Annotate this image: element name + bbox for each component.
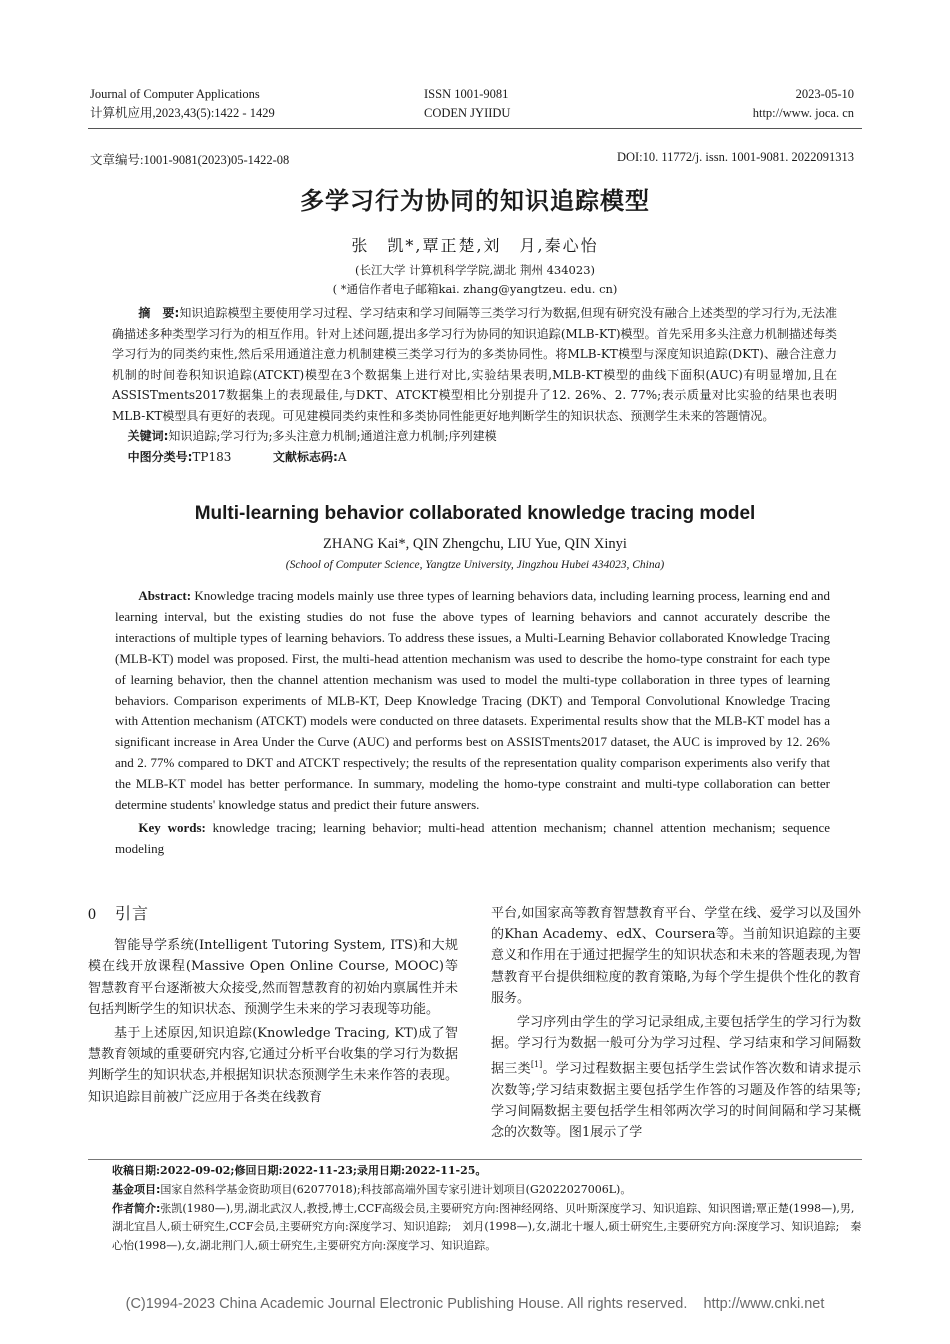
body-text: 学习序列由学生的学习记录组成,主要包括学生的学习行为数据。学习行为数据一般可分为学习过程、学习结束和学习间隔数据三类 [491, 1015, 861, 1077]
copyright-notice: (C)1994-2023 China Academic Journal Electronic Publishing House. All rights reserved. http://www.cnki.net [125, 1296, 825, 1312]
article-number: 文章编号:1001-9081(2023)05-1422-08 [90, 153, 290, 167]
doc-code-label: 文献标志码: [273, 449, 338, 464]
header-rule [88, 128, 862, 129]
keywords-cn-text: 知识追踪;学习行为;多头注意力机制;通道注意力机制;序列建模 [168, 429, 497, 443]
abstract-cn-label: 摘 要: [138, 306, 180, 320]
doi[interactable]: DOI:10. 11772/j. issn. 1001-9081. 2022091313 [616, 150, 854, 164]
footnote-bio-label: 作者简介: [112, 1201, 161, 1215]
body-text: 。学习过程数据主要包括学生尝试作答次数和请求提示次数等;学习结束数据主要包括学生作答的习题及作答的结果等;学习间隔数据主要包括学生相邻两次学习的时间间隔和学习某概念的次数等。图1展示了学 [491, 1061, 861, 1141]
corresponding-email-cn: ( *通信作者电子邮箱kai. zhang@yangtzeu. edu. cn) [332, 282, 618, 296]
title-cn: 多学习行为协同的知识追踪模型 [300, 187, 650, 215]
journal-name-en: Journal of Computer Applications [90, 87, 260, 101]
abstract-en [115, 586, 830, 860]
footnote-bio [112, 1200, 862, 1256]
keywords-en-text: knowledge tracing; learning behavior; multi-head attention mechanism; channel attention mechanism; sequence modeling [115, 819, 830, 856]
title-en: Multi-learning behavior collaborated knowledge tracing model [194, 503, 756, 524]
authors-en: ZHANG Kai*, QIN Zhengchu, LIU Yue, QIN Xinyi [323, 536, 627, 552]
keywords-en-label: Key words: [138, 819, 206, 835]
abstract-en-text: Knowledge tracing models mainly use three types of learning behaviors data, including learning process, learning end and learning interval, but the existing studies do not fuse the above types of learning behaviors and cannot accurately describe the interactions of multiple types of learning behaviors. To address these issues, a Multi-Learning Behavior collaborated Knowledge Tracing (MLB-KT) model was proposed. First, the multi-head attention mechanism was used to describe the homo-type constraint for each type of learning behavior, then the channel attention mechanism was used to model the multi-type collaboration in three types of learning behaviors. Comparison experiments of MLB-KT, Deep Knowledge Tracing (DKT) and Temporal Convolutional Knowledge Tracing with Attention mechanism (ATCKT) models were conducted on three datasets. Experimental results show that the MLB-KT model has a significant increase in Area Under the Curve (AUC) and performs best on ASSISTments2017 dataset, the AUC is improved by 12. 26% and 2. 77% compared to DKT and ATCKT respectively; the results of the representation quality comparison experiments also verify that the MLB-KT model has better performance. In summary, modeling the homo-type constraint and multi-type collaboration can better determine students' knowledge status and predict their future answers. [115, 588, 830, 813]
body-paragraph: 智能导学系统(Intelligent Tutoring System, ITS)和大规模在线开放课程(Massive Open Online Course, MOOC)等智慧教育平台逐渐被大众接受,然而智慧教育的初始内禀属性并未包括判断学生的知识状态、预测学生未来的学习表现等功能。 [88, 938, 458, 1017]
citation-ref[interactable]: [1] [530, 1060, 543, 1070]
footnote-dates: 收稿日期:2022-09-02;修回日期:2022-11-23;录用日期:2022-11-25。 [112, 1164, 487, 1177]
footnote-bio-text: 张凯(1980—),男,湖北武汉人,教授,博士,CCF高级会员,主要研究方向:图神经网络、贝叶斯深度学习、知识追踪、知识图谱;覃正楚(1998—),男,湖北宜昌人,硕士研究生,CCF会员,主要研究方向:深度学习、知识追踪; 刘月(1998—),女,湖北十堰人,硕士研究生,主要研究方向:深度学习、知识追踪; 秦心怡(1998—),女,湖北荆门人,硕士研究生,主要研究方向:深度学习、知识追踪。 [112, 1201, 862, 1253]
affiliation-en: (School of Computer Science, Yangtze University, Jingzhou Hubei 434023, China) [285, 559, 665, 571]
journal-url[interactable]: http://www. joca. cn [752, 106, 854, 120]
publish-date: 2023-05-10 [795, 87, 854, 101]
section-number: 0 [88, 906, 97, 923]
body-paragraph: 平台,如国家高等教育智慧教育平台、学堂在线、爱学习以及国外的Khan Academy、edX、Coursera等。当前知识追踪的主要意义和作用在于通过把握学生的知识状态和未来的答题表现,为智慧教育平台提供细粒度的教育策略,为每个学生提供个性化的教育服务。 [491, 906, 861, 1006]
doc-code-value: A [337, 449, 347, 464]
abstract-cn-text: 知识追踪模型主要使用学习过程、学习结束和学习间隔等三类学习行为数据,但现有研究没有融合上述类型的学习行为,无法准确描述多种类型学习行为的相互作用。针对上述问题,提出多学习行为协同的知识追踪(MLB-KT)模型。首先采用多头注意力机制描述每类学习行为的同类约束性,然后采用通道注意力机制建模三类学习行为的多类协同性。将MLB-KT模型与深度知识追踪(DKT)、融合注意力机制的时间卷积知识追踪(ATCKT)模型在3个数据集上进行对比,实验结果表明,MLB-KT模型的曲线下面积(AUC)有明显增加,且在ASSISTments2017数据集上的表现最佳,与DKT、ATCKT模型相比分别提升了12. 26%、2. 77%;表示质量对比实验的结果也表明MLB-KT模型具有更好的表现。可见建模同类约束性和多类协同性能更好地判断学生的知识状态、预测学生未来的答题情况。 [112, 306, 837, 423]
footnote-rule [88, 1159, 862, 1160]
journal-header-right [753, 85, 854, 123]
body-left-column [88, 903, 458, 1108]
section-heading [88, 903, 458, 925]
keywords-cn-label: 关键词: [127, 429, 169, 443]
abstract-en-label: Abstract: [138, 588, 192, 603]
affiliation-cn: (长江大学 计算机科学学院,湖北 荆州 434023) [355, 263, 595, 277]
clc-value: TP183 [192, 449, 232, 464]
abstract-en-paragraph [115, 586, 830, 816]
body-paragraph [491, 1012, 861, 1144]
body-right-column [491, 903, 861, 1144]
abstract-cn [112, 303, 837, 467]
journal-header-left [90, 85, 275, 123]
journal-header-center [424, 85, 510, 123]
body-paragraph: 基于上述原因,知识追踪(Knowledge Tracing, KT)成了智慧教育领域的重要研究内容,它通过分析平台收集的学习行为数据判断学生的知识状态,并根据知识状态预测学生未来作答的表现。知识追踪目前被广泛应用于各类在线教育 [88, 1026, 458, 1105]
authors-cn: 张 凯*,覃正楚,刘 月,秦心怡 [351, 236, 599, 255]
clc-label: 中图分类号: [127, 449, 193, 464]
issn: ISSN 1001-9081 [424, 87, 509, 101]
footnotes [112, 1162, 862, 1256]
section-title: 引言 [115, 904, 150, 923]
footnote-fund-label: 基金项目: [112, 1182, 161, 1196]
classification [128, 447, 837, 468]
footnote-fund [112, 1181, 862, 1200]
keywords-cn [128, 426, 837, 447]
abstract-cn-paragraph [112, 303, 837, 426]
keywords-en [115, 818, 830, 860]
coden: CODEN JYIIDU [424, 106, 511, 120]
footnote-fund-text: 国家自然科学基金资助项目(62077018);科技部高端外国专家引进计划项目(G2022027006L)。 [160, 1182, 632, 1196]
journal-citation-cn: 计算机应用,2023,43(5):1422 - 1429 [90, 106, 275, 120]
